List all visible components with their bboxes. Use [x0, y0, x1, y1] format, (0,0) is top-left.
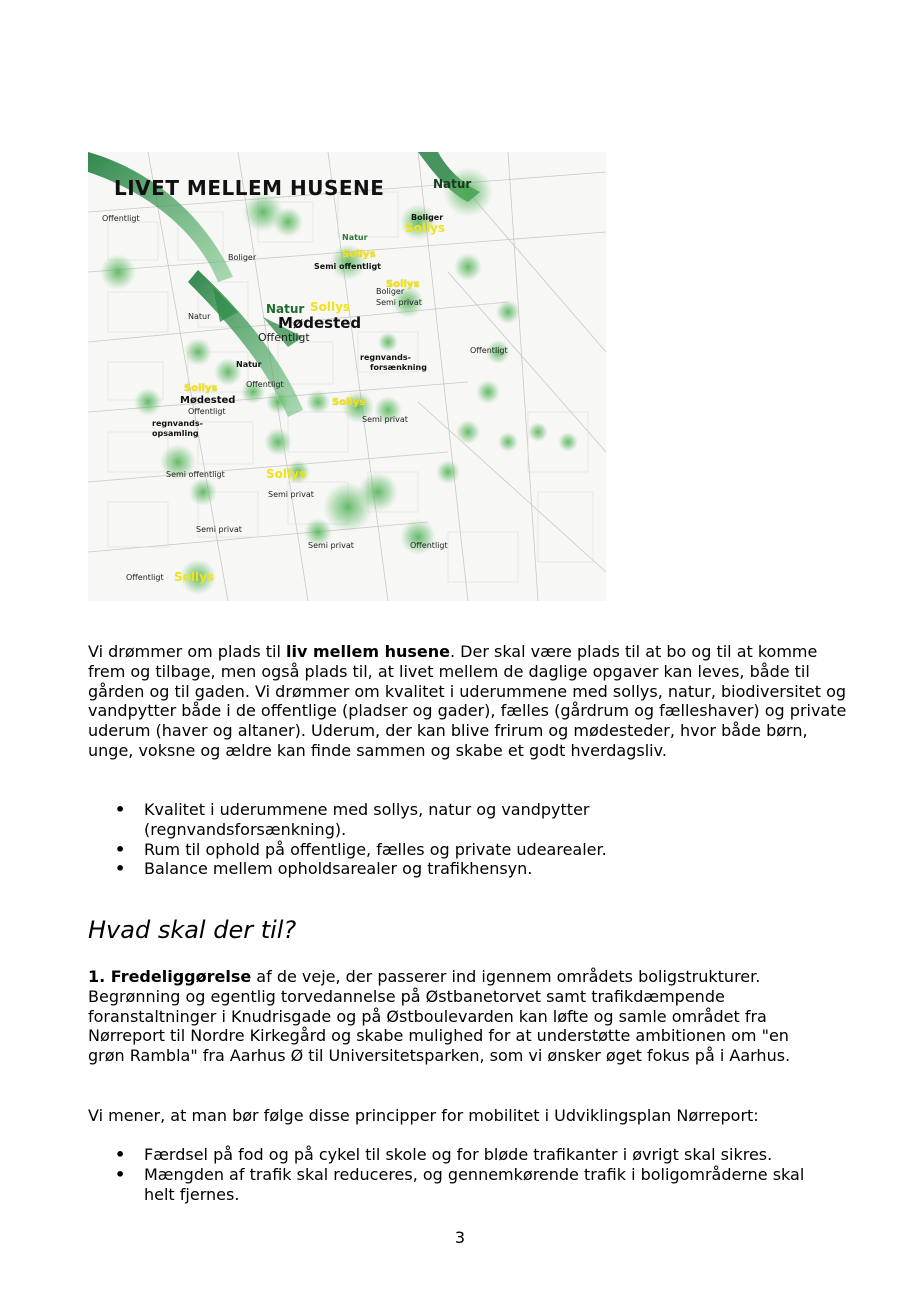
list-item [88, 800, 688, 840]
figure-label: Offentligt [188, 407, 226, 416]
intro-text-rest: . Der skal være plads til at bo og til at komme frem og tilbage, men også plads til, at livet mellem de daglige opgaver kan leves, både til gården og til gaden. Vi drømmer om kvalitet i uderummene med sollys, natur, biodiversitet og vandpytter både i de offentlige (pladser og gader), fælles (gårdrum og fælleshaver) og private uderum (haver og altaner). Uderum, der kan blive frirum og mødesteder, hvor både børn, unge, voksne og ældre kan finde sammen og skabe et godt hverdagsliv. [88, 642, 847, 760]
figure-label: Offentligt [102, 214, 140, 223]
figure-label: Semi privat [376, 298, 422, 307]
mobility-bullet-list [88, 1145, 828, 1204]
intro-emphasis: liv mellem husene [286, 642, 450, 661]
bullet-glyph: • [115, 800, 126, 819]
section-number-title: 1. Fredeliggørelse [88, 967, 252, 986]
figure-label: Natur [188, 312, 211, 321]
section-text: af de veje, der passerer ind igennem områdets boligstrukturer. Begrønning og egentlig torvedannelse på Østbanetorvet samt trafikdæmpende foranstaltninger i Knudrisgade og på Østboulevarden kan løfte og samle området fra Nørreport til Nordre Kirkegård og skabe mulighed for at understøtte ambitionen om "en grøn Rambla" fra Aarhus Ø til Universitetsparken, som vi ønsker øget fokus på i Aarhus. [88, 967, 791, 1066]
figure-label: forsænkning [370, 363, 427, 372]
figure-label: Sollys [342, 249, 376, 260]
figure-label: Offentligt [126, 573, 164, 582]
bullet-glyph: • [115, 859, 126, 879]
list-item [88, 1145, 828, 1165]
figure-label: regnvands- [360, 353, 411, 362]
site-plan-drawing [88, 152, 606, 601]
figure-label: Sollys [386, 279, 420, 290]
bullet-glyph: • [115, 1145, 126, 1164]
figure-label: Sollys [332, 397, 366, 408]
figure-label: Offentligt [258, 331, 310, 344]
figure-label: Semi privat [362, 415, 408, 424]
list-item-text: Rum til ophold på offentlige, fælles og private udearealer. [144, 839, 607, 859]
list-item [88, 859, 688, 879]
figure-label: Mødested [180, 395, 236, 406]
list-item-text: Mængden af trafik skal reduceres, og gennemkørende trafik i boligområderne skal helt fjernes. [144, 1164, 805, 1204]
list-item [88, 1165, 828, 1205]
figure-label: regnvands- [152, 419, 203, 428]
figure-label: Offentligt [410, 541, 448, 550]
figure-label: Natur [342, 233, 368, 242]
figure-label: Mødested [278, 314, 362, 332]
principles-intro: Vi mener, at man bør følge disse principper for mobilitet i Udviklingsplan Nørreport: [88, 1106, 759, 1125]
figure-label: Natur [433, 177, 472, 191]
figure-label: Semi privat [268, 490, 314, 499]
quality-bullet-list [88, 800, 688, 879]
figure-label: Natur [266, 302, 305, 316]
list-item-text: Færdsel på fod og på cykel til skole og for bløde trafikanter i øvrigt skal sikres. [144, 1145, 773, 1164]
section-paragraph [88, 967, 828, 1066]
figure-label: Sollys [174, 570, 215, 584]
section-heading: Hvad skal der til? [88, 916, 297, 944]
figure-label: opsamling [152, 429, 199, 438]
figure-label: Boliger [228, 253, 257, 262]
figure-title: LIVET MELLEM HUSENE [114, 176, 385, 200]
figure-label: Semi offentligt [166, 470, 225, 479]
figure-label: Sollys [310, 300, 351, 314]
figure-label: Boliger [376, 287, 405, 296]
figure-label: Boliger [411, 213, 444, 222]
figure-label: Sollys [184, 383, 218, 394]
list-item-text: Balance mellem opholdsarealer og trafikhensyn. [144, 859, 533, 879]
figure-label: Offentligt [246, 380, 284, 389]
figure-label: Sollys [266, 467, 307, 481]
bullet-glyph: • [115, 839, 126, 859]
figure-label: Semi privat [196, 525, 242, 534]
list-item [88, 840, 688, 860]
intro-paragraph [88, 642, 848, 761]
intro-text-start: Vi drømmer om plads til [88, 642, 287, 661]
list-item-text: Kvalitet i uderummene med sollys, natur og vandpytter (regnvandsforsænkning). [144, 800, 590, 839]
page-number: 3 [454, 1228, 466, 1247]
figure-label: Semi offentligt [314, 262, 382, 271]
bullet-glyph: • [115, 1164, 126, 1184]
site-plan-figure [88, 152, 606, 601]
figure-label: Offentligt [470, 346, 508, 355]
figure-label: Semi privat [308, 541, 354, 550]
figure-label: Sollys [405, 221, 446, 235]
figure-label: Natur [236, 360, 262, 369]
